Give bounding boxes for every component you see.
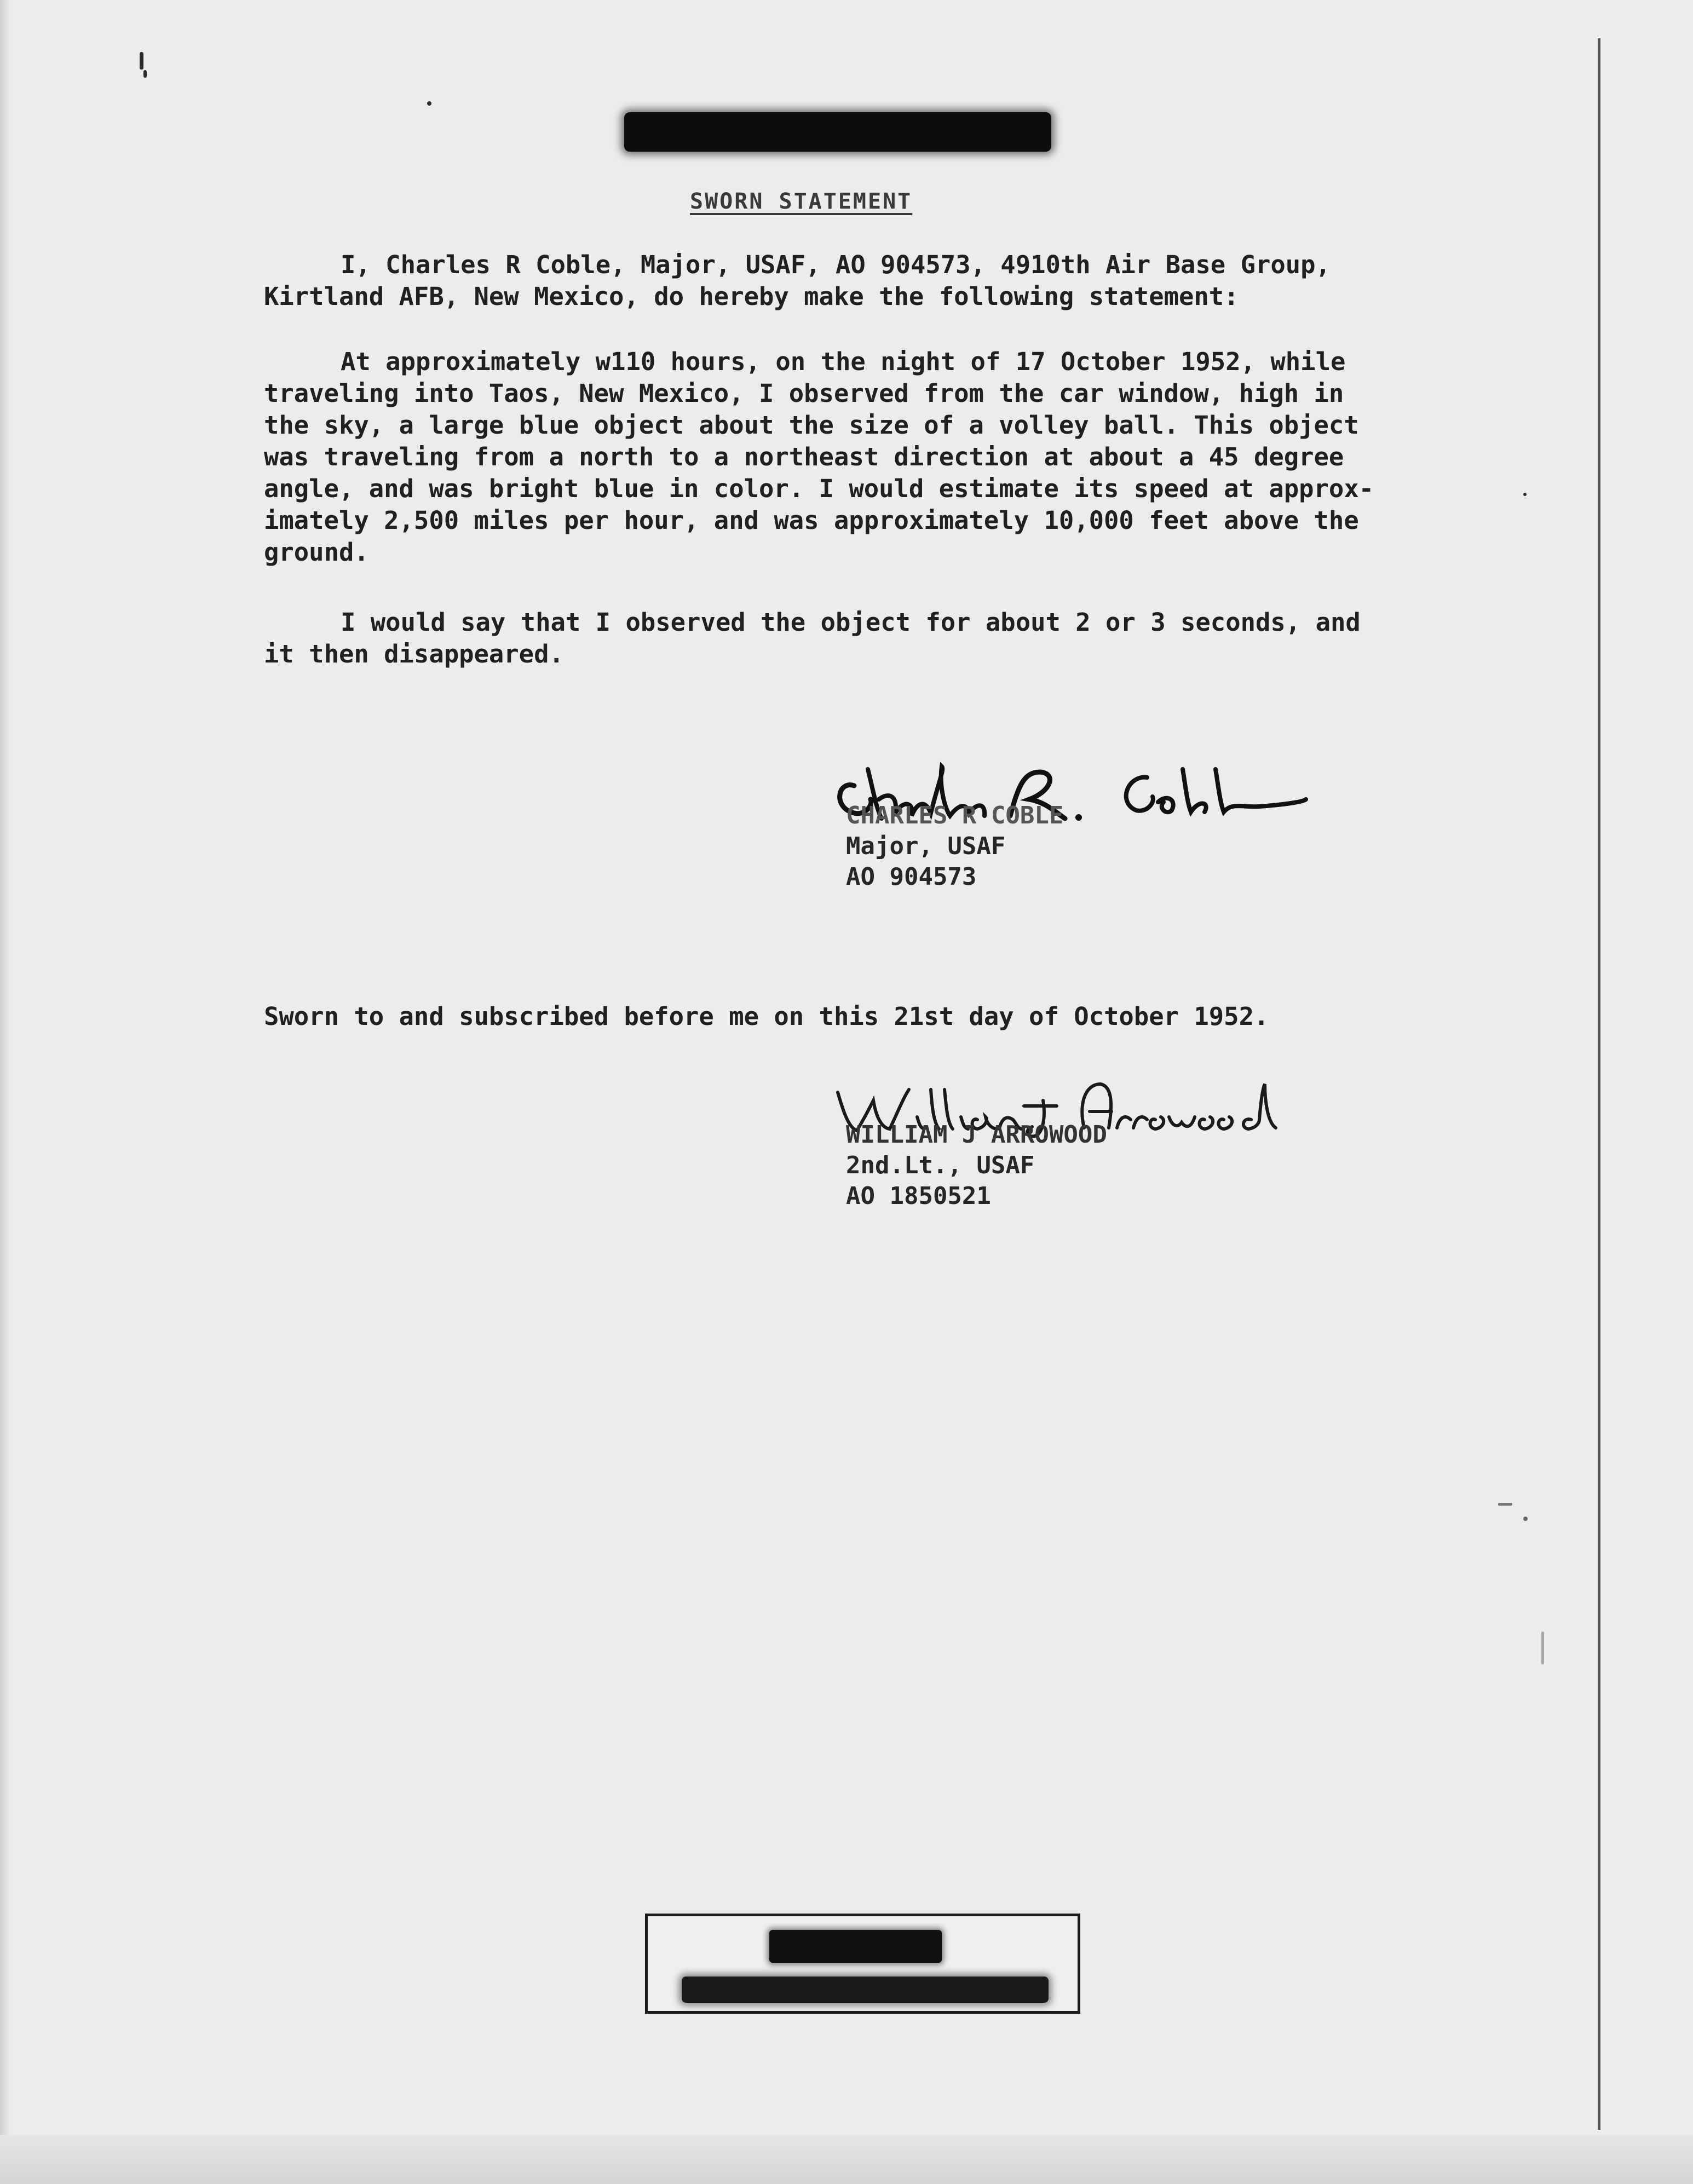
redaction-bar-top [624,112,1051,152]
dust-speck [1523,1517,1528,1521]
statement-paragraph [264,346,1485,568]
signatory-rank: Major, USAF [846,832,1006,860]
statement-line: traveling into Taos, New Mexico, I observed from the car window, high in [264,379,1344,408]
signature-block-arrowood [846,1120,1107,1212]
statement-line: imately 2,500 miles per hour, and was approximately 10,000 feet above the [264,506,1359,535]
observation-line: I would say that I observed the object for about 2 or 3 seconds, and [341,608,1361,637]
statement-line: At approximately w110 hours, on the night of 17 October 1952, while [341,347,1346,376]
dust-speck [427,101,431,106]
scan-edge-left [0,0,10,2184]
intro-line: I, Charles R Coble, Major, USAF, AO 904573, 4910th Air Base Group, [341,250,1331,279]
signature-block-coble [846,800,1063,892]
signatory-name: WILLIAM J ARROWOOD [846,1121,1107,1149]
scan-edge-bottom [0,2135,1693,2184]
observation-paragraph [264,607,1485,670]
signatory-service-number: AO 1850521 [846,1182,991,1210]
statement-line: was traveling from a north to a northeast direction at about a 45 degree [264,442,1344,471]
statement-line: ground. [264,538,369,567]
dust-speck [1541,1632,1544,1664]
dust-speck [1523,493,1527,496]
redaction-bar-stamp [769,1930,942,1963]
signatory-name: CHARLES R COBLE [846,802,1064,829]
document-title: SWORN STATEMENT [690,189,913,214]
signatory-service-number: AO 904573 [846,863,977,891]
sworn-line: Sworn to and subscribed before me on this 21st day of October 1952. [264,1002,1269,1031]
dust-speck [1498,1503,1512,1506]
intro-line: Kirtland AFB, New Mexico, do hereby make the following statement: [264,282,1239,311]
dust-speck [143,70,147,78]
observation-line: it then disappeared. [264,639,564,669]
page-edge-line [1598,38,1600,2130]
statement-line: angle, and was bright blue in color. I would estimate its speed at approx- [264,474,1374,503]
intro-paragraph [264,249,1485,313]
signatory-rank: 2nd.Lt., USAF [846,1151,1035,1179]
redaction-bar-stamp [682,1976,1049,2003]
statement-line: the sky, a large blue object about the size of a volley ball. This object [264,411,1359,440]
dust-speck [140,52,143,70]
